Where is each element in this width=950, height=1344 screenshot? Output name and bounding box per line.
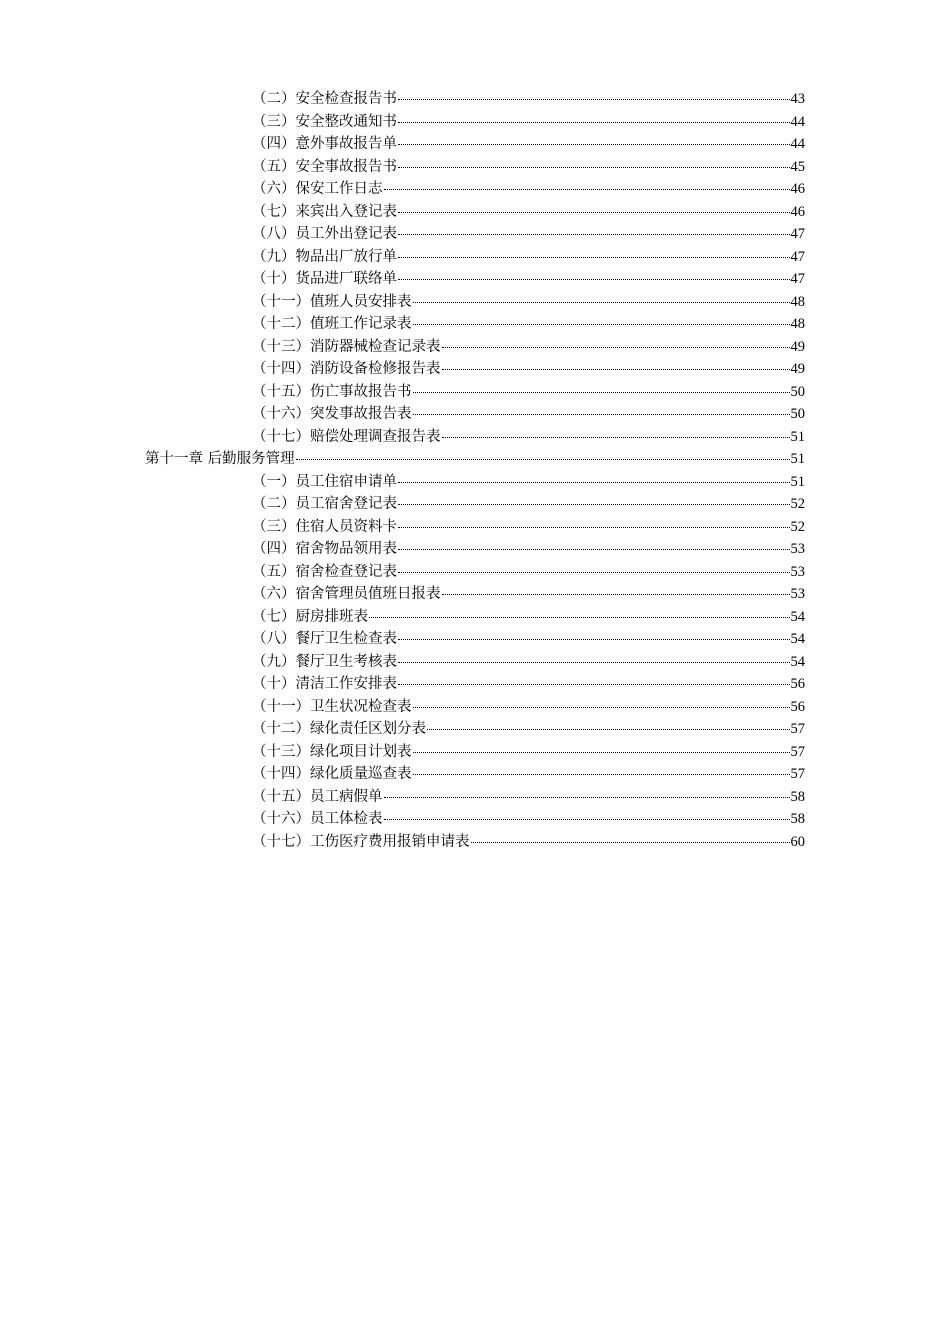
toc-entry-page-number: 44 xyxy=(790,113,805,130)
toc-entry-page-number: 52 xyxy=(790,496,805,512)
toc-entry-title: （八）员工外出登记表 xyxy=(252,226,397,242)
toc-entry-title: （十七）赔偿处理调查报告表 xyxy=(252,428,441,445)
toc-entry-page-number: 48 xyxy=(790,316,805,332)
dot-leader xyxy=(398,478,790,483)
toc-entry-page-number: 53 xyxy=(790,586,805,602)
toc-entry-title: （五）安全事故报告书 xyxy=(252,158,397,175)
table-of-contents xyxy=(145,88,805,853)
dot-leader xyxy=(398,568,790,573)
toc-entry-page-number: 53 xyxy=(790,563,805,580)
toc-entry[interactable] xyxy=(145,718,805,741)
toc-entry-title: （十五）员工病假单 xyxy=(252,788,383,805)
dot-leader xyxy=(413,388,790,393)
dot-leader xyxy=(442,365,790,370)
toc-chapter-entry[interactable] xyxy=(145,448,805,471)
toc-entry-page-number: 45 xyxy=(790,158,805,175)
dot-leader xyxy=(413,298,790,303)
toc-entry-title: （五）宿舍检查登记表 xyxy=(252,563,397,580)
dot-leader xyxy=(413,748,790,753)
toc-entry[interactable] xyxy=(145,381,805,404)
toc-entry[interactable] xyxy=(145,291,805,314)
toc-entry-title: 第十一章 后勤服务管理 xyxy=(145,451,295,467)
dot-leader xyxy=(398,140,790,145)
dot-leader xyxy=(413,703,790,708)
dot-leader xyxy=(442,590,790,595)
toc-entry-page-number: 51 xyxy=(790,451,805,467)
dot-leader xyxy=(398,500,790,505)
toc-entry-title: （六）保安工作日志 xyxy=(252,181,383,197)
dot-leader xyxy=(398,658,790,663)
toc-entry-page-number: 56 xyxy=(790,676,805,692)
toc-entry[interactable] xyxy=(145,223,805,246)
toc-entry[interactable] xyxy=(145,538,805,561)
toc-entry-title: （一）员工住宿申请单 xyxy=(252,473,397,490)
toc-entry[interactable] xyxy=(145,156,805,179)
toc-entry-title: （十）货品进厂联络单 xyxy=(252,271,397,287)
dot-leader xyxy=(413,410,790,415)
toc-entry-title: （十三）消防器械检查记录表 xyxy=(252,338,441,355)
toc-entry[interactable] xyxy=(145,246,805,269)
toc-entry[interactable] xyxy=(145,808,805,831)
toc-entry[interactable] xyxy=(145,336,805,359)
toc-entry[interactable] xyxy=(145,426,805,449)
toc-entry-page-number: 50 xyxy=(790,406,805,422)
toc-entry[interactable] xyxy=(145,178,805,201)
toc-entry-title: （十）清洁工作安排表 xyxy=(252,676,397,692)
toc-entry[interactable] xyxy=(145,493,805,516)
toc-entry[interactable] xyxy=(145,133,805,156)
dot-leader xyxy=(398,95,790,100)
dot-leader xyxy=(398,635,790,640)
toc-entry[interactable] xyxy=(145,831,805,854)
toc-entry[interactable] xyxy=(145,628,805,651)
toc-entry-page-number: 46 xyxy=(790,181,805,197)
toc-entry-page-number: 57 xyxy=(790,743,805,760)
dot-leader xyxy=(398,163,790,168)
toc-entry[interactable] xyxy=(145,268,805,291)
toc-entry-page-number: 54 xyxy=(790,631,805,647)
toc-entry-title: （九）餐厅卫生考核表 xyxy=(252,653,397,670)
toc-entry-page-number: 57 xyxy=(790,721,805,737)
dot-leader xyxy=(398,680,790,685)
toc-entry-page-number: 51 xyxy=(790,473,805,490)
toc-entry[interactable] xyxy=(145,763,805,786)
toc-entry-title: （十二）绿化责任区划分表 xyxy=(252,721,426,737)
toc-entry-page-number: 58 xyxy=(790,788,805,805)
toc-entry-page-number: 47 xyxy=(790,226,805,242)
toc-entry-title: （十六）突发事故报告表 xyxy=(252,406,412,422)
toc-entry[interactable] xyxy=(145,471,805,494)
toc-entry-page-number: 47 xyxy=(790,271,805,287)
toc-entry-page-number: 50 xyxy=(790,383,805,400)
dot-leader xyxy=(442,343,790,348)
dot-leader xyxy=(398,118,790,123)
toc-entry-page-number: 46 xyxy=(790,203,805,220)
toc-entry-title: （三）安全整改通知书 xyxy=(252,113,397,130)
toc-entry-page-number: 54 xyxy=(790,653,805,670)
dot-leader xyxy=(369,613,790,618)
dot-leader xyxy=(427,725,790,730)
dot-leader xyxy=(398,253,790,258)
toc-entry[interactable] xyxy=(145,673,805,696)
toc-entry-title: （十三）绿化项目计划表 xyxy=(252,743,412,760)
toc-entry-title: （二）员工宿舍登记表 xyxy=(252,496,397,512)
dot-leader xyxy=(384,815,790,820)
dot-leader xyxy=(296,455,790,460)
dot-leader xyxy=(442,433,790,438)
toc-entry-page-number: 49 xyxy=(790,361,805,377)
toc-entry-page-number: 54 xyxy=(790,608,805,625)
toc-entry-title: （十四）绿化质量巡查表 xyxy=(252,766,412,782)
toc-entry-page-number: 47 xyxy=(790,248,805,265)
toc-entry-title: （十一）值班人员安排表 xyxy=(252,293,412,310)
dot-leader xyxy=(471,838,790,843)
dot-leader xyxy=(398,230,790,235)
toc-entry-title: （四）意外事故报告单 xyxy=(252,136,397,152)
toc-entry-page-number: 52 xyxy=(790,518,805,535)
toc-entry-title: （七）来宾出入登记表 xyxy=(252,203,397,220)
toc-entry[interactable] xyxy=(145,696,805,719)
dot-leader xyxy=(398,523,790,528)
toc-entry-title: （十六）员工体检表 xyxy=(252,811,383,827)
toc-entry-page-number: 57 xyxy=(790,766,805,782)
dot-leader xyxy=(398,545,790,550)
toc-entry-page-number: 49 xyxy=(790,338,805,355)
toc-entry[interactable] xyxy=(145,561,805,584)
dot-leader xyxy=(413,770,790,775)
toc-entry[interactable] xyxy=(145,403,805,426)
toc-entry-title: （八）餐厅卫生检查表 xyxy=(252,631,397,647)
toc-entry[interactable] xyxy=(145,786,805,809)
toc-entry[interactable] xyxy=(145,313,805,336)
toc-entry[interactable] xyxy=(145,741,805,764)
toc-entry-page-number: 56 xyxy=(790,698,805,715)
dot-leader xyxy=(398,208,790,213)
toc-entry-title: （六）宿舍管理员值班日报表 xyxy=(252,586,441,602)
toc-entry[interactable] xyxy=(145,88,805,111)
toc-entry-title: （三）住宿人员资料卡 xyxy=(252,518,397,535)
toc-entry[interactable] xyxy=(145,651,805,674)
toc-entry-title: （七）厨房排班表 xyxy=(252,608,368,625)
toc-entry[interactable] xyxy=(145,358,805,381)
toc-entry-page-number: 48 xyxy=(790,293,805,310)
toc-entry-page-number: 60 xyxy=(790,833,805,850)
toc-entry-page-number: 58 xyxy=(790,811,805,827)
toc-entry-page-number: 51 xyxy=(790,428,805,445)
toc-entry-title: （二）安全检查报告书 xyxy=(252,91,397,107)
dot-leader xyxy=(413,320,790,325)
dot-leader xyxy=(398,275,790,280)
toc-entry-title: （十二）值班工作记录表 xyxy=(252,316,412,332)
toc-entry[interactable] xyxy=(145,111,805,134)
toc-entry-page-number: 53 xyxy=(790,541,805,557)
toc-entry-title: （十四）消防设备检修报告表 xyxy=(252,361,441,377)
dot-leader xyxy=(384,185,790,190)
toc-entry-title: （十一）卫生状况检查表 xyxy=(252,698,412,715)
toc-entry-title: （四）宿舍物品领用表 xyxy=(252,541,397,557)
toc-entry[interactable] xyxy=(145,201,805,224)
toc-entry[interactable] xyxy=(145,583,805,606)
toc-entry-title: （十五）伤亡事故报告书 xyxy=(252,383,412,400)
toc-entry-title: （十七）工伤医疗费用报销申请表 xyxy=(252,833,470,850)
toc-entry-page-number: 43 xyxy=(790,91,805,107)
toc-entry-title: （九）物品出厂放行单 xyxy=(252,248,397,265)
dot-leader xyxy=(384,793,790,798)
toc-entry[interactable] xyxy=(145,606,805,629)
toc-entry-page-number: 44 xyxy=(790,136,805,152)
toc-entry[interactable] xyxy=(145,516,805,539)
